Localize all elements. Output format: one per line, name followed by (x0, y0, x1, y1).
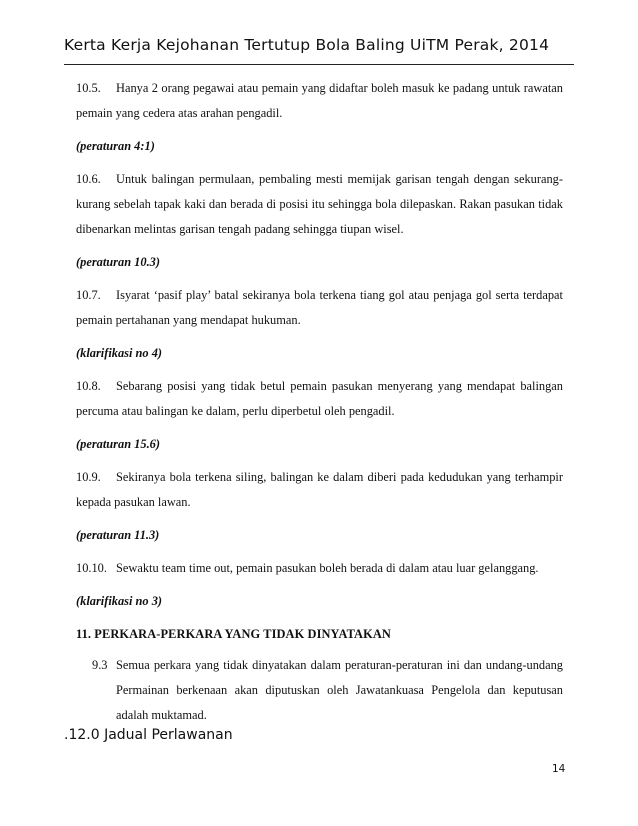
page-number: 14 (552, 763, 566, 775)
clause-text: Sekiranya bola terkena siling, balingan ke dalam diberi pada kedudukan yang terhampir kepada pasukan lawan. (76, 470, 563, 509)
clause-reference: (peraturan 4:1) (76, 139, 155, 153)
clause-number: 10.7. (76, 288, 101, 302)
header-divider (64, 64, 574, 65)
clause-reference: (klarifikasi no 4) (76, 346, 163, 360)
clause-reference: (peraturan 11.3) (76, 528, 160, 542)
clause-10-7 (76, 283, 563, 333)
clause-number: 10.9. (76, 470, 101, 484)
clause-number: 10.5. (76, 81, 101, 95)
clause-number: 10.6. (76, 172, 101, 186)
clause-text: Untuk balingan permulaan, pembaling mesti memijak garisan tengah dengan sekurang-kurang sebelah tapak kaki dan berada di posisi itu sehingga bola dilepaskan. Rakan pasukan tidak dibenarkan melintas garisan tengah padang sehingga tiupan wisel. (76, 172, 563, 236)
clause-text: Hanya 2 orang pegawai atau pemain yang didaftar boleh masuk ke padang untuk rawatan pemain yang cedera atas arahan pengadil. (76, 81, 563, 120)
clause-number: 10.10. (76, 561, 107, 575)
clause-number: 10.8. (76, 379, 101, 393)
clause-text: Semua perkara yang tidak dinyatakan dalam peraturan-peraturan ini dan undang-undang Permainan berkenaan akan diputuskan oleh Jawatankuasa Pengelola dan keputusan adalah muktamad. (116, 658, 563, 722)
section-11-title: 11. PERKARA-PERKARA YANG TIDAK DINYATAKAN (76, 627, 391, 641)
clause-text: Isyarat ‘pasif play’ batal sekiranya bola terkena tiang gol atau penjaga gol serta terdapat pemain pertahanan yang mendapat hukuman. (76, 288, 563, 327)
section-12-title: .12.0 Jadual Perlawanan (64, 727, 233, 743)
clause-number: 9.3 (92, 658, 108, 672)
clause-10-9 (76, 465, 563, 515)
clause-10-8 (76, 374, 563, 424)
clause-9-3 (76, 653, 563, 728)
clause-reference: (klarifikasi no 3) (76, 594, 163, 608)
clause-text: Sewaktu team time out, pemain pasukan boleh berada di dalam atau luar gelanggang. (116, 561, 539, 575)
clause-10-10 (76, 556, 563, 581)
document-body (76, 76, 563, 728)
clause-reference: (peraturan 10.3) (76, 255, 160, 269)
clause-10-5 (76, 76, 563, 126)
clause-10-6 (76, 167, 563, 242)
page-header-title: Kerta Kerja Kejohanan Tertutup Bola Baling UiTM Perak, 2014 (64, 36, 550, 54)
clause-reference: (peraturan 15.6) (76, 437, 160, 451)
clause-text: Sebarang posisi yang tidak betul pemain pasukan menyerang yang mendapat balingan percuma atau balingan ke dalam, perlu diperbetul oleh pengadil. (76, 379, 563, 418)
